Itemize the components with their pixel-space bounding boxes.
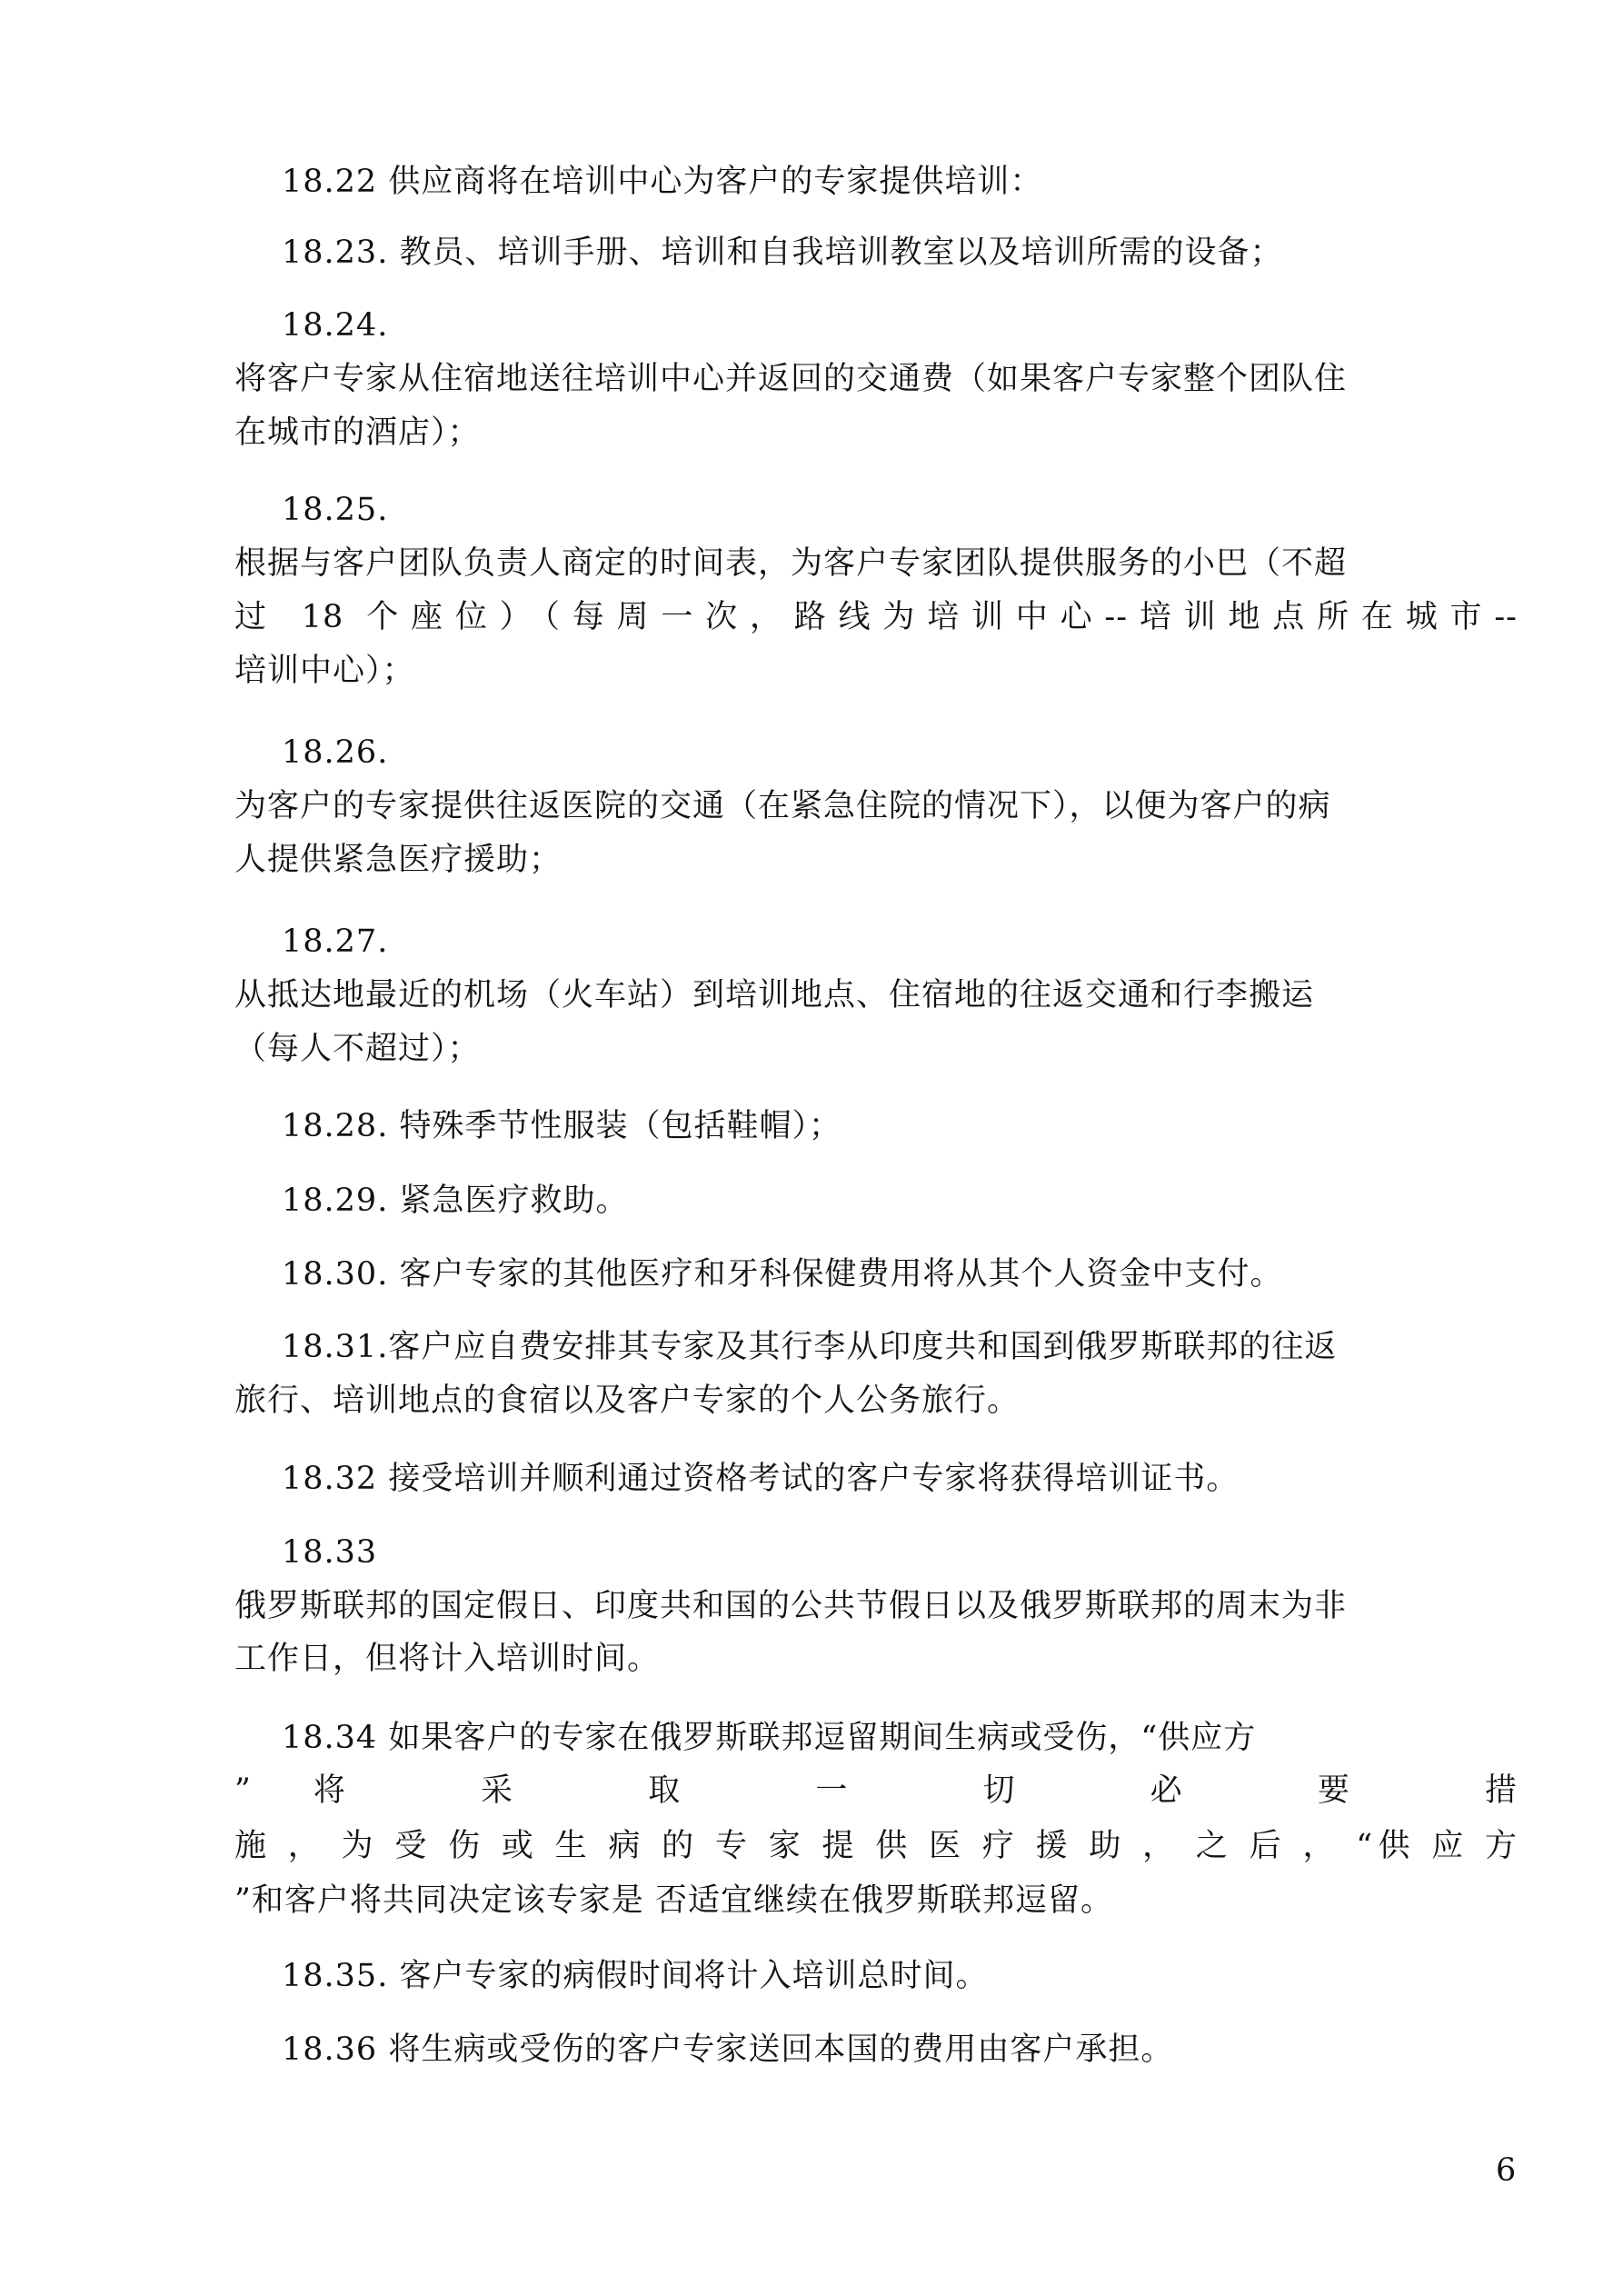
- clause-18-24-line-2: 在城市的酒店）；: [234, 414, 481, 451]
- clause-18-25-line-1: 根据与客户团队负责人商定的时间表，为客户专家团队提供服务的小巴（不超: [234, 545, 1348, 582]
- clause-18-33-number: 18.33: [282, 1534, 378, 1571]
- clause-18-36: 18.36 将生病或受伤的客户专家送回本国的费用由客户承担。: [282, 2031, 1174, 2068]
- clause-18-25-line-3: 培训中心）；: [234, 653, 415, 689]
- clause-18-28: 18.28. 特殊季节性服装（包括鞋帽）；: [282, 1108, 841, 1144]
- clause-18-30: 18.30. 客户专家的其他医疗和牙科保健费用将从其个人资金中支付。: [282, 1256, 1283, 1293]
- clause-18-24-number: 18.24.: [282, 307, 389, 344]
- clause-18-22: 18.22 供应商将在培训中心为客户的专家提供培训：: [282, 164, 1043, 200]
- clause-18-24-line-1: 将客户专家从住宿地送往培训中心并返回的交通费（如果客户专家整个团队住: [234, 361, 1348, 397]
- clause-18-27-number: 18.27.: [282, 923, 389, 960]
- clause-18-34-line-4: ”和客户将共同决定该专家是 否适宜继续在俄罗斯联邦逗留。: [234, 1882, 1114, 1919]
- clause-18-23: 18.23. 教员、培训手册、培训和自我培训教室以及培训所需的设备；: [282, 235, 1283, 271]
- clause-18-25-line-2: 过 18 个座位）（每周一次，路线为培训中心--培训地点所在城市--: [234, 599, 1518, 635]
- clause-18-34-line-3: 施 ， 为 受 伤 或 生 病 的 专 家 提 供 医 疗 援 助 ， 之 后 ， “供 应 方: [234, 1828, 1518, 1864]
- clause-18-34-line-2: ”将 采 取 一 切 必 要 措: [234, 1772, 1518, 1809]
- clause-18-26-line-1: 为客户的专家提供往返医院的交通（在紧急住院的情况下），以便为客户的病: [234, 788, 1331, 824]
- clause-18-29: 18.29. 紧急医疗救助。: [282, 1183, 629, 1219]
- clause-18-26-line-2: 人提供紧急医疗援助；: [234, 842, 563, 878]
- clause-18-31-line-1: 18.31.客户应自费安排其专家及其行李从印度共和国到俄罗斯联邦的往返: [282, 1329, 1338, 1365]
- clause-18-27-line-2: （每人不超过）；: [234, 1031, 481, 1067]
- clause-18-26-number: 18.26.: [282, 734, 389, 771]
- clause-18-31-line-2: 旅行、培训地点的食宿以及客户专家的个人公务旅行。: [234, 1383, 1021, 1419]
- clause-18-27-line-1: 从抵达地最近的机场（火车站）到培训地点、住宿地的往返交通和行李搬运: [234, 977, 1315, 1013]
- clause-18-34-line-1: 18.34 如果客户的专家在俄罗斯联邦逗留期间生病或受伤，“供应方: [282, 1720, 1257, 1756]
- clause-18-33-line-1: 俄罗斯联邦的国定假日、印度共和国的公共节假日以及俄罗斯联邦的周末为非: [234, 1588, 1348, 1624]
- clause-18-32: 18.32 接受培训并顺利通过资格考试的客户专家将获得培训证书。: [282, 1461, 1240, 1497]
- page-number: 6: [1496, 2152, 1517, 2189]
- clause-18-33-line-2: 工作日，但将计入培训时间。: [234, 1641, 661, 1677]
- clause-18-25-number: 18.25.: [282, 492, 389, 528]
- clause-18-35: 18.35. 客户专家的病假时间将计入培训总时间。: [282, 1958, 989, 1994]
